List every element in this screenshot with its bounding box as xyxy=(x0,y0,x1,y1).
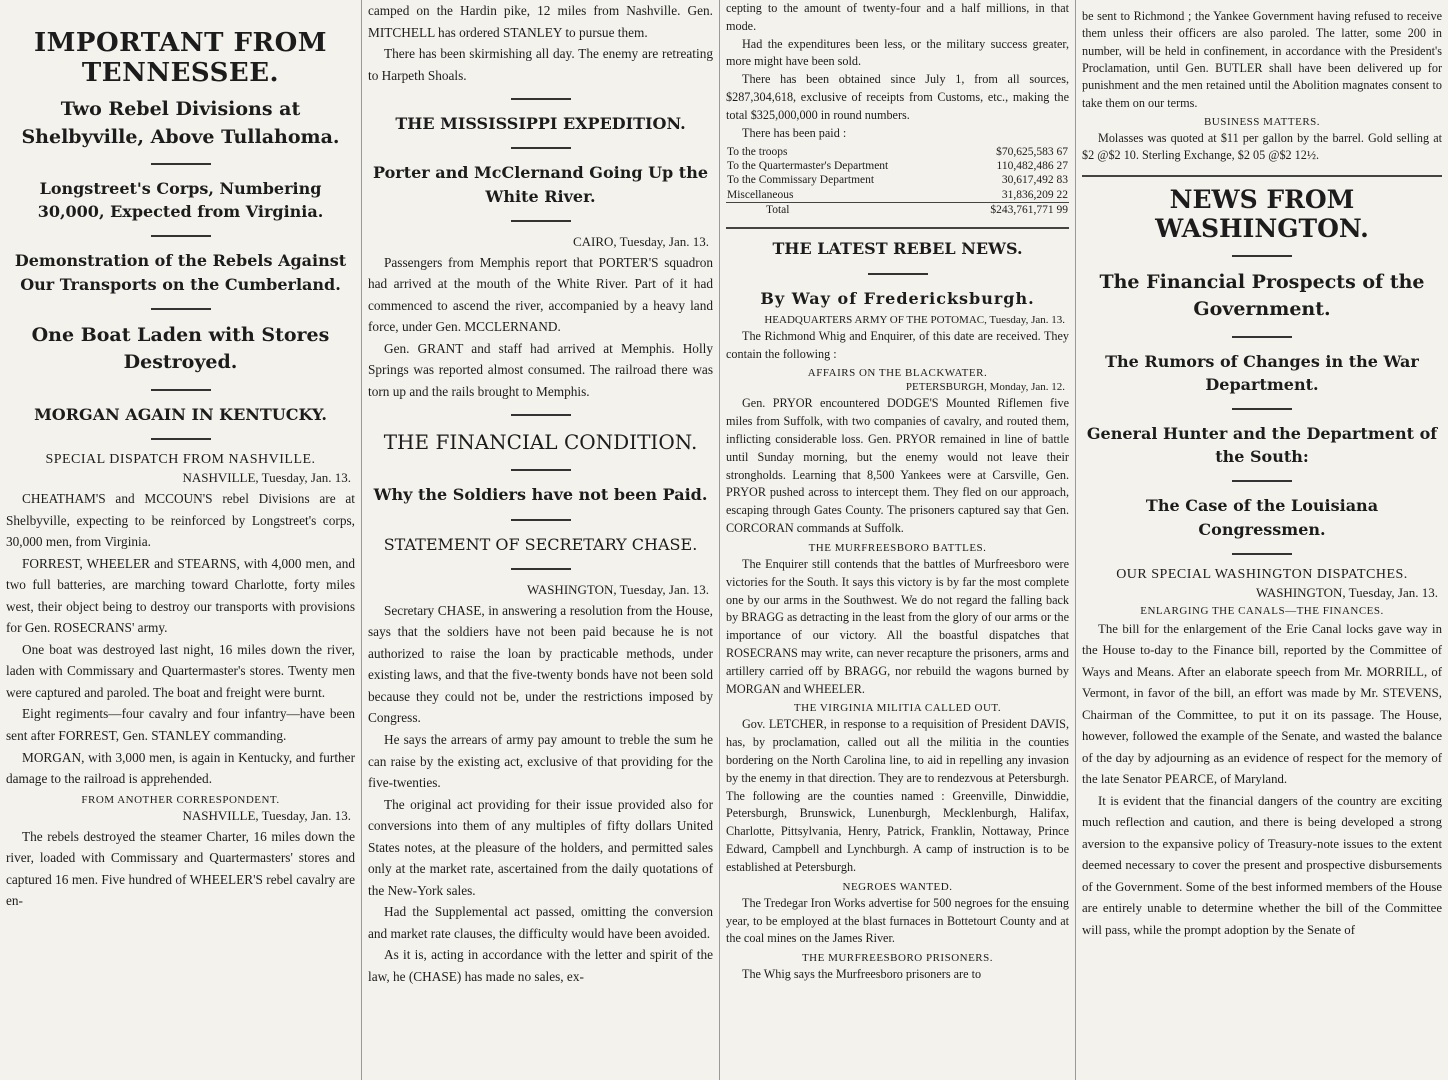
table-cell-amount: 30,617,492 83 xyxy=(1001,174,1068,187)
dateline: WASHINGTON, Tuesday, Jan. 13. xyxy=(526,581,709,597)
divider xyxy=(726,227,1069,229)
divider xyxy=(868,273,928,275)
paragraph: Gen. GRANT and staff had arrived at Memphis. Holly Springs was reported almost consumed. The railroad there was torn up and the rails brought to Memphis. xyxy=(368,340,713,399)
deck-financial-prospects: The Financial Prospects of the Government. xyxy=(1099,270,1425,321)
dateline: NASHVILLE, Tuesday, Jan. 13. xyxy=(182,470,351,486)
table-row-total xyxy=(726,203,1069,218)
divider xyxy=(511,519,571,521)
table-cell-amount: $243,761,771 99 xyxy=(957,203,1069,218)
dispatch-label: SPECIAL DISPATCH FROM NASHVILLE. xyxy=(45,452,316,468)
table-cell-amount: 110,482,486 27 xyxy=(996,159,1068,172)
column-3 xyxy=(720,0,1076,1080)
headline-tennessee: IMPORTANT FROM TENNESSEE. xyxy=(33,28,328,88)
divider xyxy=(1232,255,1292,257)
sub-label: BUSINESS MATTERS. xyxy=(1203,115,1321,128)
table-row xyxy=(726,173,1069,187)
divider xyxy=(511,414,571,416)
divider xyxy=(151,389,211,391)
divider xyxy=(151,235,211,237)
paragraph: cepting to the amount of twenty-four and a half millions, in that mode. xyxy=(726,1,1069,33)
sub-label: ENLARGING THE CANALS—THE FINANCES. xyxy=(1140,604,1384,617)
headline-financial: THE FINANCIAL CONDITION. xyxy=(383,430,698,455)
deck-shelbyville: Two Rebel Divisions at Shelbyville, Above Tullahoma. xyxy=(21,98,340,148)
table-cell-label: To the Quartermaster's Department xyxy=(727,159,889,172)
deck-cumberland: Demonstration of the Rebels Against Our Transports on the Cumberland. xyxy=(14,251,347,294)
dateline: WASHINGTON, Tuesday, Jan. 13. xyxy=(1255,584,1438,600)
paragraph: It is evident that the financial dangers of the country are exciting much reflection and caution, and there is being developed a strong aversion to the expansive policy of Treasury-note issues to the extent deemed necessary to cover the present and prospective disbursements of the Government. Some of the best informed members of the House are entirely unable to determine whether the bill of the Committee will pass, while the prompt adoption by the Senate of xyxy=(1082,793,1442,937)
paragraph: The original act providing for their issue provided also for conversions into them of any multiples of fifty dollars United States notes, at the pleasure of the holders, and permitted sales only at the market rate, ascertained from the daily quotations of the New-York sales. xyxy=(368,796,713,898)
column-4 xyxy=(1076,0,1448,1080)
paragraph: Gen. PRYOR encountered DODGE'S Mounted Riflemen five miles from Suffolk, with two companies of cavalry, and routed them, inflicting considerable loss. Gen. PRYOR remained in line of battle until Sunday morning, but the enemy would not leave their strongholds. Learning that 8,500 Yankees were at Carsville, Gen. PRYOR pushed across to intercept them. They fled on our approach, escaping through Gates County. The prisoners captured say that Gen. CORCORAN commands at Suffolk. xyxy=(726,396,1069,536)
headline-rebel-news: THE LATEST REBEL NEWS. xyxy=(772,239,1023,259)
divider xyxy=(1232,480,1292,482)
divider xyxy=(511,147,571,149)
deck-longstreet: Longstreet's Corps, Numbering 30,000, Expected from Virginia. xyxy=(37,179,324,222)
paragraph: Molasses was quoted at $11 per gallon by the barrel. Gold selling at $2 @$2 10. Sterling Exchange, $2 05 @$2 12½. xyxy=(1082,130,1442,163)
divider xyxy=(151,308,211,310)
sub-label: AFFAIRS ON THE BLACKWATER. xyxy=(807,367,988,380)
deck-hunter: General Hunter and the Department of the South: xyxy=(1086,424,1438,467)
paragraph: Eight regiments—four cavalry and four infantry—have been sent after FORREST, Gen. STANLEY commanding. xyxy=(6,706,355,743)
paragraph: The Enquirer still contends that the battles of Murfreesboro were victories for the South. It says this victory is by far the most complete one by our arms in the Southwest. We do not regard the falling back by BRAGG as detracting in the least from the glory of our arms or the importance of our victory. All the boastful dispatches that ROSECRANS may write, can never recapture the prisoners, arms and artillery carried off by BRAGG, nor rebuild the wagons burned by MORGAN and WHEELER. xyxy=(726,556,1069,696)
deck-white-river: Porter and McClernand Going Up the White River. xyxy=(372,163,708,206)
paragraph: One boat was destroyed last night, 16 miles down the river, laden with Commissary and Quartermaster's stores. Twenty men were captured and paroled. The boat and freight were burnt. xyxy=(6,641,355,700)
paragraph: be sent to Richmond ; the Yankee Government having refused to receive them unless their officers are also paroled. The latter, some 200 in number, will be held in confinement, in accordance with the President's Proclamation, until Gen. BUTLER shall have been delivered up for punishment and the men retained until the Abolition magnates consent to take them on our terms. xyxy=(1082,9,1442,110)
sub-label: FROM ANOTHER CORRESPONDENT. xyxy=(81,793,280,806)
sub-label: THE VIRGINIA MILITIA CALLED OUT. xyxy=(793,702,1002,715)
table-cell-amount: $70,625,583 67 xyxy=(996,145,1068,158)
paragraph: The Whig says the Murfreesboro prisoners are to xyxy=(742,967,982,982)
divider xyxy=(1232,408,1292,410)
deck-soldiers-paid: Why the Soldiers have not been Paid. xyxy=(373,485,708,505)
payments-table xyxy=(726,145,1069,218)
divider xyxy=(151,438,211,440)
dateline: PETERSBURGH, Monday, Jan. 12. xyxy=(905,381,1065,394)
deck-chase: STATEMENT OF SECRETARY CHASE. xyxy=(383,534,698,554)
paragraph: There has been obtained since July 1, from all sources, $287,304,618, exclusive of receipts from Customs, etc., making the total $325,000,000 in round numbers. xyxy=(726,72,1069,122)
paragraph: FORREST, WHEELER and STEARNS, with 4,000 men, and two full batteries, are marching toward Charlotte, forty miles west, their object being to destroy our transports with provisions for Gen. ROSECRANS' army. xyxy=(6,555,355,636)
sub-label: THE MURFREESBORO BATTLES. xyxy=(808,541,987,554)
column-2 xyxy=(362,0,720,1080)
dateline-hq: HEADQUARTERS ARMY OF THE POTOMAC, Tuesday, Jan. 13. xyxy=(764,313,1065,326)
divider xyxy=(1232,336,1292,338)
headline-washington: NEWS FROM WASHINGTON. xyxy=(1155,184,1369,243)
table-cell-label: To the troops xyxy=(727,145,788,158)
deck-war-department: The Rumors of Changes in the War Department. xyxy=(1105,351,1419,394)
headline-mississippi: THE MISSISSIPPI EXPEDITION. xyxy=(395,114,686,134)
paragraph: The Tredegar Iron Works advertise for 500 negroes for the ensuing year, to be employed at the blast furnaces in Bottetourt County and at the coal mines on the James River. xyxy=(726,895,1069,946)
paragraph: As it is, acting in accordance with the letter and spirit of the law, he (CHASE) has made no sales, ex- xyxy=(368,947,713,984)
paragraph: camped on the Hardin pike, 12 miles from Nashville. Gen. MITCHELL has ordered STANLEY to pursue them. xyxy=(368,3,713,40)
dispatch-label: OUR SPECIAL WASHINGTON DISPATCHES. xyxy=(1116,566,1408,582)
table-row xyxy=(726,159,1069,173)
paragraph: Gov. LETCHER, in response to a requisition of President DAVIS, has, by proclamation, called out all the militia in the counties bordering on the North Carolina line, to aid in repelling any invasion by the enemy in that direction. They are to rendezvous at Petersburgh. The following are the counties named : Greenville, Dinwiddie, Petersburgh, Brunswick, Lunenburgh, Mecklenburgh, Halifax, Charlotte, Pittsylvania, Henry, Patrick, Franklin, Nottaway, Prince Edward, Campbell and Lynchburgh. A camp of instruction is to be established at Petersburgh. xyxy=(726,717,1069,874)
paragraph: There has been skirmishing all day. The enemy are retreating to Harpeth Shoals. xyxy=(368,46,713,83)
paragraph: Passengers from Memphis report that PORTER'S squadron had arrived at the mouth of the White River. Part of it had commenced to ascend the river, accompanied by a heavy land force, under Gen. MCCLERNAND. xyxy=(368,254,713,335)
table-row xyxy=(726,188,1069,203)
paragraph: Had the expenditures been less, or the military success greater, more might have been sold. xyxy=(726,36,1069,69)
table-row xyxy=(726,145,1069,159)
dateline: CAIRO, Tuesday, Jan. 13. xyxy=(572,233,709,249)
paragraph: The rebels destroyed the steamer Charter, 16 miles down the river, loaded with Commissary and Quartermasters' stores and captured 16 men. Five hundred of WHEELER'S rebel cavalry are en- xyxy=(6,828,355,909)
dateline: NASHVILLE, Tuesday, Jan. 13. xyxy=(182,807,351,823)
table-cell-label: To the Commissary Department xyxy=(727,174,875,187)
sub-label: NEGROES WANTED. xyxy=(842,880,953,893)
divider xyxy=(151,163,211,165)
table-cell-label: Total xyxy=(726,203,957,218)
divider xyxy=(511,98,571,100)
paragraph: Secretary CHASE, in answering a resolution from the House, says that the soldiers have not been paid because he is not authorized to raise the loan by practicable methods, under existing laws, and that the five-twenty bonds have not been sold because they could not be, under the restrictions imposed by Congress. xyxy=(368,602,713,726)
divider xyxy=(511,568,571,570)
paragraph: The Richmond Whig and Enquirer, of this date are received. They contain the following : xyxy=(726,328,1069,361)
paragraph: Had the Supplemental act passed, omitting the conversion and market rate clauses, the difficulty would have been avoided. xyxy=(368,904,713,941)
deck-louisiana: The Case of the Louisiana Congressmen. xyxy=(1145,496,1379,539)
divider xyxy=(511,220,571,222)
divider xyxy=(1082,175,1442,177)
table-cell-amount: 31,836,209 22 xyxy=(1001,188,1068,201)
paragraph: CHEATHAM'S and MCCOUN'S rebel Divisions are at Shelbyville, expecting to be reinforced by Longstreet's corps, 30,000 men, from Virginia. xyxy=(6,491,355,550)
divider xyxy=(1232,553,1292,555)
column-1 xyxy=(0,0,362,1080)
deck-morgan: MORGAN AGAIN IN KENTUCKY. xyxy=(34,404,327,424)
deck-fredericksburgh: By Way of Fredericksburgh. xyxy=(760,288,1035,308)
paragraph: The bill for the enlargement of the Erie Canal locks gave way in the House to-day to the Finance bill, reported by the Committee of Ways and Means. After an elaborate speech from Mr. MORRILL, of Vermont, in favor of the bill, an effort was made by Mr. STEVENS, Chairman of the Committee, to put it on its passage. The House, however, followed the example of the Senate, and wasted the balance of the day by adjourning as an evidence of respect for the memory of the late Senator PEARCE, of Maryland. xyxy=(1082,621,1442,787)
paragraph: MORGAN, with 3,000 men, is again in Kentucky, and further damage to the railroad is apprehended. xyxy=(6,749,355,787)
sub-label: THE MURFREESBORO PRISONERS. xyxy=(801,952,994,965)
paragraph: He says the arrears of army pay amount to treble the sum he can raise by the existing act, exclusive of that providing for the five-twenties. xyxy=(368,731,713,791)
divider xyxy=(511,469,571,471)
table-cell-label: Miscellaneous xyxy=(727,188,794,201)
deck-boat-destroyed: One Boat Laden with Stores Destroyed. xyxy=(31,323,330,374)
paid-label: There has been paid : xyxy=(742,125,847,140)
